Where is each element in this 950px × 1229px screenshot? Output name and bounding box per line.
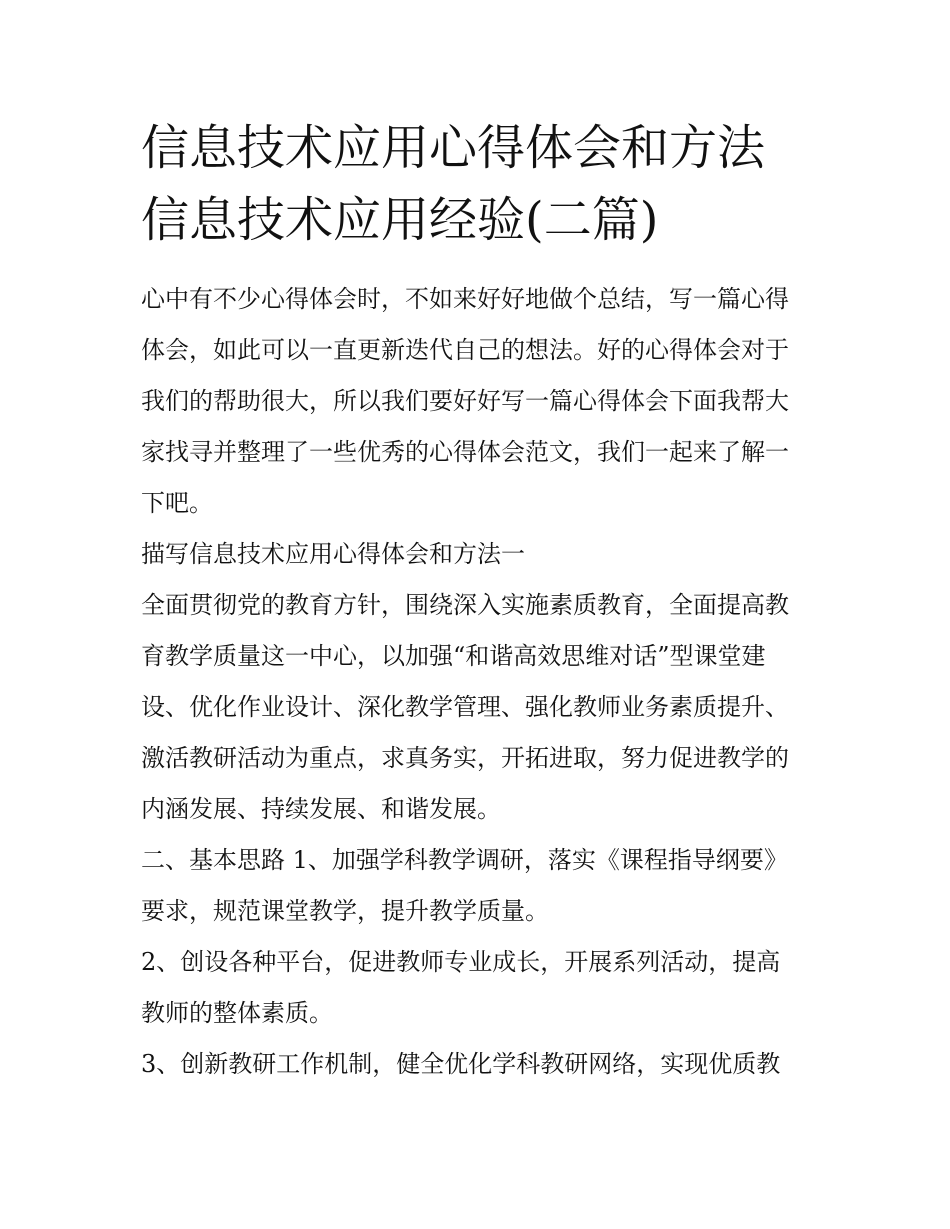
text-line: 下吧。 (141, 489, 213, 517)
item-3-paragraph (141, 1039, 821, 1090)
text-line: 育教学质量这一中心，以加强“和谐高效思维对话”型课堂建 (141, 642, 766, 670)
document-page (141, 112, 821, 1090)
text-line: 心中有不少心得体会时，不如来好好地做个总结，写一篇心得 (141, 285, 789, 313)
text-line: 我们的帮助很大，所以我们要好好写一篇心得体会下面我帮大 (141, 387, 789, 415)
basic-approach-paragraph (141, 835, 821, 937)
text-line: 设、优化作业设计、深化教学管理、强化教师业务素质提升、 (141, 693, 789, 721)
guiding-ideology-paragraph (141, 580, 821, 835)
text-line: 2、创设各种平台，促进教师专业成长，开展系列活动，提高 (141, 948, 781, 976)
text-line: 要求，规范课堂教学，提升教学质量。 (141, 897, 549, 925)
document-title (141, 112, 821, 256)
section-heading (141, 529, 821, 580)
text-line: 3、创新教研工作机制，健全优化学科教研网络，实现优质教 (141, 1050, 781, 1078)
text-line: 家找寻并整理了一些优秀的心得体会范文，我们一起来了解一 (141, 438, 789, 466)
title-line-1: 信息技术应用心得体会和方法 (141, 120, 766, 176)
text-line: 描写信息技术应用心得体会和方法一 (141, 540, 525, 568)
text-line: 全面贯彻党的教育方针，围绕深入实施素质教育，全面提高教 (141, 591, 789, 619)
text-line: 二、基本思路 1、加强学科教学调研，落实《课程指导纲要》 (141, 846, 788, 874)
text-line: 激活教研活动为重点，求真务实，开拓进取，努力促进教学的 (141, 744, 789, 772)
intro-paragraph (141, 274, 821, 529)
item-2-paragraph (141, 937, 821, 1039)
text-line: 内涵发展、持续发展、和谐发展。 (141, 795, 501, 823)
text-line: 教师的整体素质。 (141, 999, 333, 1027)
text-line: 体会，如此可以一直更新迭代自己的想法。好的心得体会对于 (141, 336, 789, 364)
title-line-2: 信息技术应用经验(二篇) (141, 192, 659, 248)
